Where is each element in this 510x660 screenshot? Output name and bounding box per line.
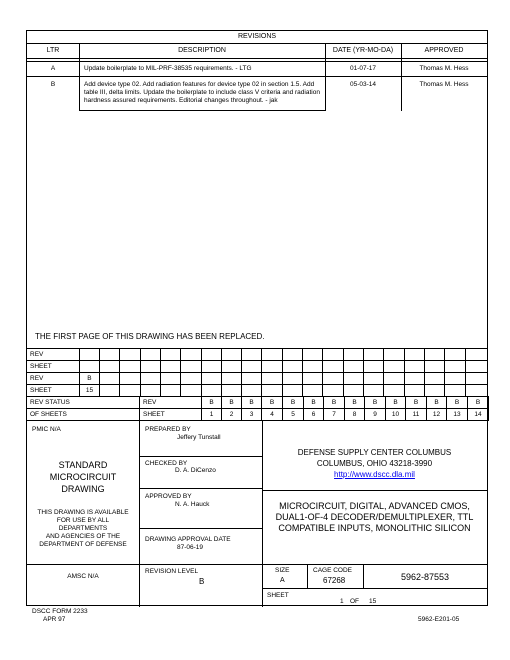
checked-by-label: CHECKED BY bbox=[145, 460, 188, 467]
sheet-cell-6: 6 bbox=[304, 409, 324, 421]
sheet-cell-9: 9 bbox=[365, 409, 386, 421]
sheet-of-label: OF bbox=[350, 598, 360, 605]
sheet-cell-3: 3 bbox=[242, 409, 262, 421]
sheet-cell-11: 11 bbox=[406, 409, 427, 421]
sheet-cell-12: 12 bbox=[427, 409, 447, 421]
rev-row-b-description: Add device type 02. Add radiation features for device type 02 in section 1.5. Add table III, delta limits. Update the boilerplate to include class V criteria and radiation hardness assured requirements. Editorial changes throughout. - jak bbox=[84, 81, 320, 104]
prepared-by-name: Jeffery Tunstall bbox=[177, 434, 221, 441]
standard-microcircuit-drawing bbox=[27, 459, 139, 495]
upper-rev-row bbox=[27, 349, 488, 361]
rev-cell-4: B bbox=[262, 397, 283, 409]
prepared-by-label: PREPARED BY bbox=[145, 426, 191, 433]
rev-row-a-date: 01-07-17 bbox=[349, 65, 377, 72]
agency-name: DEFENSE SUPPLY CENTER COLUMBUS bbox=[297, 448, 452, 457]
rev-cell-14: B bbox=[468, 397, 489, 409]
sheet-total: 15 bbox=[369, 598, 377, 605]
revisions-title: REVISIONS bbox=[237, 33, 277, 40]
rev-cell-5: B bbox=[283, 397, 304, 409]
rev-cell-10: B bbox=[386, 397, 406, 409]
rev-header-ltr: LTR bbox=[46, 47, 60, 54]
revision-level: B bbox=[199, 577, 205, 586]
rev-cell-8: B bbox=[345, 397, 365, 409]
form-number: DSCC FORM 2233 bbox=[32, 608, 88, 615]
rev-status-row bbox=[27, 397, 489, 409]
cage-code-label: CAGE CODE bbox=[313, 567, 353, 574]
sheet-cell-7: 7 bbox=[324, 409, 345, 421]
microcircuit-text: MICROCIRCUIT bbox=[49, 472, 117, 482]
lower-rev-cell: B bbox=[79, 373, 99, 385]
rev-header-approved: APPROVED bbox=[424, 47, 464, 54]
sheet-cell-8: 8 bbox=[345, 409, 365, 421]
sheet-cell-10: 10 bbox=[386, 409, 406, 421]
rev-cell-2: B bbox=[222, 397, 242, 409]
upper-rev-label: REV bbox=[27, 349, 80, 361]
revision-level-label: REVISION LEVEL bbox=[145, 568, 199, 575]
sheet-cell-2: 2 bbox=[222, 409, 242, 421]
rev-cell-12: B bbox=[427, 397, 447, 409]
sheet-cell-14: 14 bbox=[468, 409, 489, 421]
of-sheets-label: OF SHEETS bbox=[27, 409, 140, 421]
approval-date-label: DRAWING APPROVAL DATE bbox=[145, 536, 231, 543]
lower-sheet-label: SHEET bbox=[27, 385, 80, 397]
size-value: A bbox=[280, 577, 285, 584]
agency-block bbox=[262, 447, 487, 480]
amsc-label: AMSC N/A bbox=[67, 573, 99, 580]
upper-sheet-label: SHEET bbox=[27, 361, 80, 373]
rev-row-b-ltr: B bbox=[50, 81, 56, 88]
rev-row-a-approved: Thomas M. Hess bbox=[419, 65, 469, 72]
lower-rev-label: REV bbox=[27, 373, 80, 385]
rev-cell-6: B bbox=[304, 397, 324, 409]
standard-text: STANDARD bbox=[58, 460, 108, 470]
sheet-cell-13: 13 bbox=[447, 409, 468, 421]
rev-status-label: REV STATUS bbox=[27, 397, 140, 409]
approved-by-label: APPROVED BY bbox=[145, 493, 192, 500]
form-date: APR 97 bbox=[43, 616, 66, 623]
sheet-cell-4: 4 bbox=[262, 409, 283, 421]
rev-cell-3: B bbox=[242, 397, 262, 409]
rev-status-table bbox=[26, 396, 489, 421]
rev-cell-13: B bbox=[447, 397, 468, 409]
size-label: SIZE bbox=[275, 567, 290, 574]
approval-date: 87-06-19 bbox=[177, 544, 204, 551]
sheet-col-label: SHEET bbox=[140, 409, 202, 421]
lower-sheet-cell: 15 bbox=[79, 385, 99, 397]
document-code: 5962-E201-05 bbox=[418, 616, 460, 623]
drawing-title: MICROCIRCUIT, DIGITAL, ADVANCED CMOS, DUAL1-OF-4 DECODER/DEMULTIPLEXER, TTL COMPATIBLE INPUTS, MONOLITHIC SILICON bbox=[275, 501, 474, 533]
replaced-note: THE FIRST PAGE OF THIS DRAWING HAS BEEN REPLACED. bbox=[35, 332, 265, 341]
pmic-label: PMIC N/A bbox=[32, 426, 61, 433]
checked-by-name: D. A. DiCenzo bbox=[175, 467, 216, 474]
rev-header-description: DESCRIPTION bbox=[178, 47, 226, 54]
upper-sheet-row bbox=[27, 361, 488, 373]
sheet-cell-1: 1 bbox=[202, 409, 222, 421]
cage-code: 67268 bbox=[323, 576, 346, 585]
lower-sheet-row bbox=[27, 385, 488, 397]
sheet-cell-5: 5 bbox=[283, 409, 304, 421]
rev-cell-1: B bbox=[202, 397, 222, 409]
availability-statement: THIS DRAWING IS AVAILABLE FOR USE BY ALL DEPARTMENTS AND AGENCIES OF THE DEPARTMENT OF DEFENSE bbox=[37, 509, 129, 548]
rev-cell-7: B bbox=[324, 397, 345, 409]
rev-row-b-date: 05-03-14 bbox=[349, 81, 377, 88]
approved-by-name: N. A. Hauck bbox=[175, 501, 210, 508]
agency-address: COLUMBUS, OHIO 43218-3990 bbox=[316, 459, 433, 468]
rev-row-a-description: Update boilerplate to MIL-PRF-38535 requirements. - LTG bbox=[84, 65, 252, 72]
sheet-number: 1 bbox=[340, 598, 344, 605]
rev-cell-9: B bbox=[365, 397, 386, 409]
revision-status-grid bbox=[26, 348, 488, 397]
rev-row-b-approved: Thomas M. Hess bbox=[419, 81, 469, 88]
of-sheets-row bbox=[27, 409, 489, 421]
sheet-label: SHEET bbox=[267, 592, 289, 599]
rev-col-label: REV bbox=[140, 397, 202, 409]
drawing-text: DRAWING bbox=[61, 484, 105, 494]
rev-row-a-ltr: A bbox=[50, 65, 56, 72]
lower-rev-row bbox=[27, 373, 488, 385]
drawing-number: 5962-87553 bbox=[400, 572, 450, 582]
rev-cell-11: B bbox=[406, 397, 427, 409]
rev-header-date: DATE (YR-MO-DA) bbox=[332, 47, 394, 54]
agency-url-link[interactable]: http://www.dscc.dla.mil bbox=[334, 470, 415, 479]
drawing-frame bbox=[26, 30, 488, 606]
